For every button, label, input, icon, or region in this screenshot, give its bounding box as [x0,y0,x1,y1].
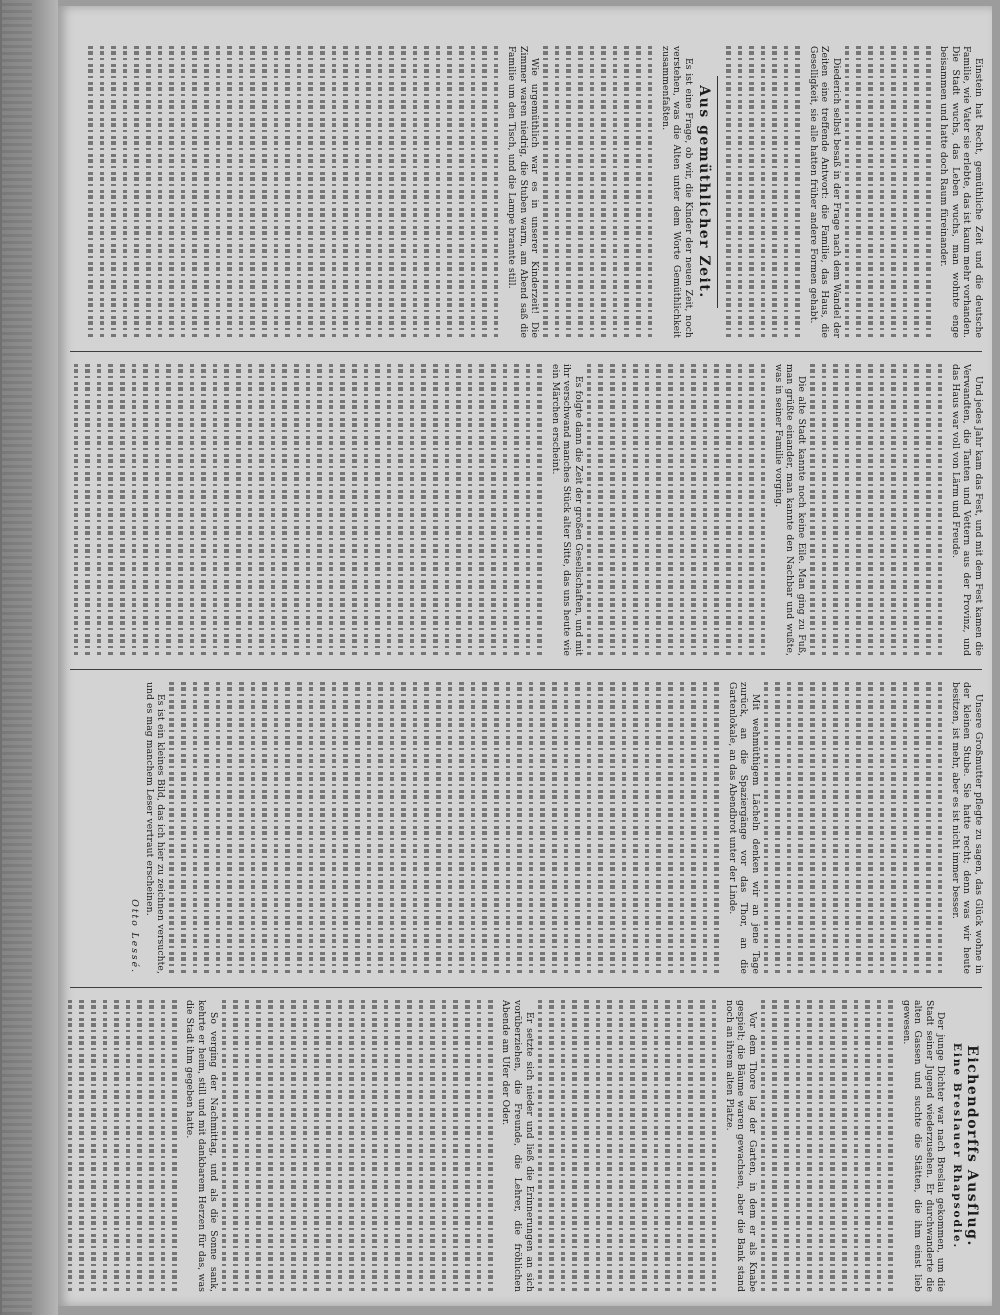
text-line [723,46,735,338]
text-line [363,46,375,338]
text-line [291,364,303,656]
text-line [152,364,164,656]
text-line [224,682,236,974]
text-line [604,1000,616,1292]
text-line [851,1000,863,1292]
text-line [166,682,178,974]
text-line [711,682,723,974]
text-line [552,46,564,338]
text-line [323,1000,335,1292]
text-line [865,46,877,338]
text-line [410,682,422,974]
text-line [923,364,935,656]
text-line [645,46,657,338]
text-line [88,1000,100,1292]
text-line [862,1000,874,1292]
text-line [685,1000,697,1292]
text-line [335,1000,347,1292]
text-line [700,364,712,656]
text-line [340,46,352,338]
column-3 [68,682,984,974]
text-line [677,682,689,974]
text-line [677,364,689,656]
text-line [395,364,407,656]
text-line [877,364,889,656]
text-line [595,682,607,974]
text-line [444,46,456,338]
text-line [294,46,306,338]
text-line [381,1000,393,1292]
rotated-page-content [58,6,992,1306]
text-line [888,682,900,974]
text-line [317,46,329,338]
text-line [935,682,947,974]
text-line [793,1000,805,1292]
text-line [303,364,315,656]
text-line [349,364,361,656]
text-line [372,364,384,656]
text-line [900,46,912,338]
text-line [271,46,283,338]
text-line [271,682,283,974]
text-line [479,46,491,338]
text-line [700,682,712,974]
column-2-paragraph: Es folgte dann die Zeit der großen Gesellschaften, und mit ihr verschwand manches Stück alter Sitte, das uns heute wie ein Märchen erscheint. [549,364,584,656]
text-line [442,364,454,656]
text-line [827,1000,839,1292]
text-line [630,682,642,974]
text-line [358,1000,370,1292]
text-line [842,46,854,338]
article-heading: Eichendorffs Ausflug. [964,1045,980,1247]
column-1-paragraph: Diederich selbst besaß in der Frage nach dem Wandel der Zeiten eine treffende Antwort: die Familie, das Haus, die Geselligkeit, sie alle hatten früher andere Formen gehabt. [807,46,842,338]
text-line [224,46,236,338]
text-line [885,1000,897,1292]
text-line [923,46,935,338]
column-2 [68,364,984,656]
text-line [514,682,526,974]
text-line [662,1000,674,1292]
text-line [569,1000,581,1292]
text-line [761,682,773,974]
section-rule [717,76,718,308]
text-line [688,682,700,974]
text-line [97,46,109,338]
text-line [393,1000,405,1292]
text-line [117,364,129,656]
text-line [76,1000,88,1292]
text-line [398,682,410,974]
text-line [462,1000,474,1292]
text-line [352,682,364,974]
text-line [233,364,245,656]
text-line [198,364,210,656]
text-line [329,682,341,974]
text-line [642,682,654,974]
text-line [120,46,132,338]
text-line [500,364,512,656]
text-line [416,1000,428,1292]
column-divider [70,351,982,352]
text-line [189,46,201,338]
text-line [236,682,248,974]
text-line [619,682,631,974]
text-line [526,682,538,974]
text-line [563,46,575,338]
text-line [819,364,831,656]
column-1-paragraph: Wie urgemüthlich war es in unserer Kinderzeit! Die Zimmer waren niedrig, die Stuben warm, am Abend saß die Familie um den Tisch, und die Lampe brannte still. [506,46,541,338]
text-line [807,364,819,656]
text-line [546,1000,558,1292]
text-line [874,1000,886,1292]
text-line [427,1000,439,1292]
text-line [819,682,831,974]
text-line [317,682,329,974]
text-line [439,1000,451,1292]
text-line [259,46,271,338]
text-line [468,46,480,338]
column-3-paragraph: Mit wehmüthigem Lächeln denken wir an jene Tage zurück, an die Spaziergänge vor das Thor, an die Gartenlokale, an das Abendbrot unter der Linde. [726,682,761,974]
text-line [900,682,912,974]
text-line [68,1000,76,1292]
text-line [633,46,645,338]
text-line [735,364,747,656]
column-divider [70,987,982,988]
text-line [433,46,445,338]
text-line [581,1000,593,1292]
text-line [503,682,515,974]
text-line [630,364,642,656]
text-line [653,364,665,656]
author-signature: Otto Lessé. [129,899,141,974]
text-line [419,364,431,656]
text-line [259,682,271,974]
text-line [758,1000,770,1292]
text-line [804,1000,816,1292]
text-line [430,364,442,656]
text-line [923,682,935,974]
text-line [94,364,106,656]
text-line [807,682,819,974]
text-line [277,1000,289,1292]
text-line [294,682,306,974]
column-2-paragraph: Und jedes Jahr kam das Fest, und mit dem Fest kamen die Verwandten, die Tanten und Vettern aus der Provinz, und das Haus war voll von Lärm und Freude. [949,364,984,656]
text-line [369,1000,381,1292]
text-line [201,682,213,974]
text-line [404,1000,416,1292]
column-4 [68,1000,984,1292]
text-line [888,364,900,656]
text-line [616,1000,628,1292]
text-line [877,46,889,338]
text-line [479,682,491,974]
text-line [166,46,178,338]
text-line [306,682,318,974]
text-line [465,364,477,656]
text-line [346,1000,358,1292]
text-line [911,364,923,656]
text-line [421,46,433,338]
text-line [453,364,465,656]
text-line [535,1000,547,1292]
text-line [111,1000,123,1292]
text-line [584,364,596,656]
text-line [201,46,213,338]
text-line [584,682,596,974]
column-4-paragraph: Vor dem Thore lag der Garten, in dem er als Knabe gespielt; die Bäume waren gewachsen, aber die Bank stand noch an ihrem alten Platze. [723,1000,758,1292]
text-line [314,364,326,656]
text-line [68,364,71,656]
text-line [572,682,584,974]
text-line [108,46,120,338]
text-line [723,364,735,656]
text-line [245,364,257,656]
text-line [210,364,222,656]
text-line [187,364,199,656]
text-line [213,46,225,338]
text-line [642,364,654,656]
article-heading: Aus gemüthlicher Zeit. [695,85,712,299]
text-line [595,364,607,656]
text-line [621,46,633,338]
column-2-paragraph: Die alte Stadt kannte noch keine Eile. Man ging zu Fuß, man grüßte einander, man kannte den Nachbar und wußte, was in seiner Familie vorging. [772,364,808,656]
text-line [651,1000,663,1292]
text-line [784,682,796,974]
text-line [746,364,758,656]
text-line [300,1000,312,1292]
text-line [665,682,677,974]
text-line [387,682,399,974]
text-line [422,682,434,974]
text-line [131,46,143,338]
text-line [248,682,260,974]
text-line [816,1000,828,1292]
text-line [384,364,396,656]
text-line [485,1000,497,1292]
text-line [781,46,793,338]
text-line [155,46,167,338]
text-line [82,364,94,656]
text-line [534,364,546,656]
text-line [387,46,399,338]
text-line [877,682,889,974]
text-line [491,682,503,974]
text-line [688,364,700,656]
text-line [935,364,947,656]
text-line [796,682,808,974]
text-line [100,1000,112,1292]
text-line [468,682,480,974]
text-line [311,1000,323,1292]
text-line [474,1000,486,1292]
text-line [746,46,758,338]
text-line [561,682,573,974]
text-line [140,364,152,656]
text-line [697,1000,709,1292]
text-line [329,46,341,338]
page-edge-strip [2,0,32,1315]
text-line [853,682,865,974]
text-line [537,682,549,974]
text-line [674,1000,686,1292]
text-line [607,364,619,656]
text-line [256,364,268,656]
text-line [134,1000,146,1292]
text-line [282,46,294,338]
text-line [610,46,622,338]
text-line [593,1000,605,1292]
text-line [839,1000,851,1292]
text-line [230,1000,242,1292]
text-line [178,682,190,974]
text-line [853,364,865,656]
text-line [282,682,294,974]
text-line [900,364,912,656]
text-line [305,46,317,338]
text-line [326,364,338,656]
text-line [242,1000,254,1292]
text-line [709,1000,721,1292]
text-line [247,46,259,338]
text-line [146,1000,158,1292]
text-line [853,46,865,338]
text-line [407,364,419,656]
column-3-paragraph: Es ist ein kleines Bild, das ich hier zu zeichnen versuchte, und es mag manchem Leser vertraut erscheinen. [143,682,167,974]
column-4-paragraph: Der junge Dichter war nach Breslau gekommen, um die Stadt seiner Jugend wiederzusehen. Er durchwanderte die alten Gassen und suchte die Stätten, die ihm einst lieb gewesen. [900,1000,947,1292]
text-line [758,364,770,656]
text-line [213,682,225,974]
text-line [842,364,854,656]
text-line [175,364,187,656]
text-line [163,364,175,656]
text-line [340,682,352,974]
text-line [511,364,523,656]
text-line [143,46,155,338]
text-line [352,46,364,338]
text-line [337,364,349,656]
text-line [575,46,587,338]
text-line [433,682,445,974]
text-line [793,46,805,338]
column-1 [68,46,984,338]
column-3-paragraph: Unsere Großmutter pflegte zu sagen, das Glück wohne in der kleinen Stube. Sie hatte recht; denn was wir heute besitzen, ist mehr, aber es ist nicht immer besser. [949,682,984,974]
text-line [71,364,83,656]
text-line [665,364,677,656]
text-line [364,682,376,974]
text-line [758,46,770,338]
text-line [361,364,373,656]
text-line [607,682,619,974]
text-line [410,46,422,338]
text-line [598,46,610,338]
text-line [770,1000,782,1292]
text-line [169,1000,181,1292]
text-line [236,46,248,338]
text-line [888,46,900,338]
text-line [456,46,468,338]
text-line [911,682,923,974]
text-line [265,1000,277,1292]
text-line [288,1000,300,1292]
text-line [375,46,387,338]
text-line [488,364,500,656]
text-line [85,46,97,338]
text-line [735,46,747,338]
text-line [158,1000,170,1292]
text-line [653,682,665,974]
text-line [268,364,280,656]
text-line [627,1000,639,1292]
text-line [219,1000,231,1292]
text-line [540,46,552,338]
text-line [772,682,784,974]
text-line [781,1000,793,1292]
text-line [619,364,631,656]
text-line [558,1000,570,1292]
text-line [911,46,923,338]
text-line [639,1000,651,1292]
text-line [865,682,877,974]
article-subheading: Eine Breslauer Rhapsodie. [951,1042,963,1250]
column-divider [70,669,982,670]
column-1-paragraph: Einstein hat Recht, gemüthliche Zeit und die deutsche Familie, wie Vater sie erlebte, das ist kaum mehr vorhanden. Die Stadt wuchs, das Leben wuchs, man wohnte enge beisammen und hatte doch Raum füreinander. [938,46,984,338]
text-line [491,46,503,338]
text-line [456,682,468,974]
text-line [253,1000,265,1292]
text-line [398,46,410,338]
column-1-paragraph: Es ist eine Frage, ob wir, die Kinder der neuen Zeit, noch verstehen, was die Alten unter dem Worte Gemüthlichkeit zusammenfaßten. [659,46,694,338]
text-line [123,1000,135,1292]
text-line [375,682,387,974]
text-line [830,682,842,974]
text-line [445,682,457,974]
newspaper-page [58,6,992,1306]
column-4-paragraph: Er setzte sich nieder und ließ die Erinnerungen an sich vorüberziehen, die Freunde, die Lehrer, die fröhlichen Abende am Ufer der Oder. [500,1000,535,1292]
text-line [587,46,599,338]
text-line [769,46,781,338]
text-line [105,364,117,656]
text-line [476,364,488,656]
text-line [549,682,561,974]
column-4-paragraph: So verging der Nachmittag, und als die Sonne sank, kehrte er heim, still und mit dankbarem Herzen für das, was die Stadt ihm gegeben hatte. [184,1000,219,1292]
text-line [865,364,877,656]
text-line [830,364,842,656]
text-line [129,364,141,656]
text-line [190,682,202,974]
text-line [279,364,291,656]
text-line [178,46,190,338]
text-line [711,364,723,656]
text-line [523,364,535,656]
text-line [221,364,233,656]
text-line [842,682,854,974]
text-line [450,1000,462,1292]
